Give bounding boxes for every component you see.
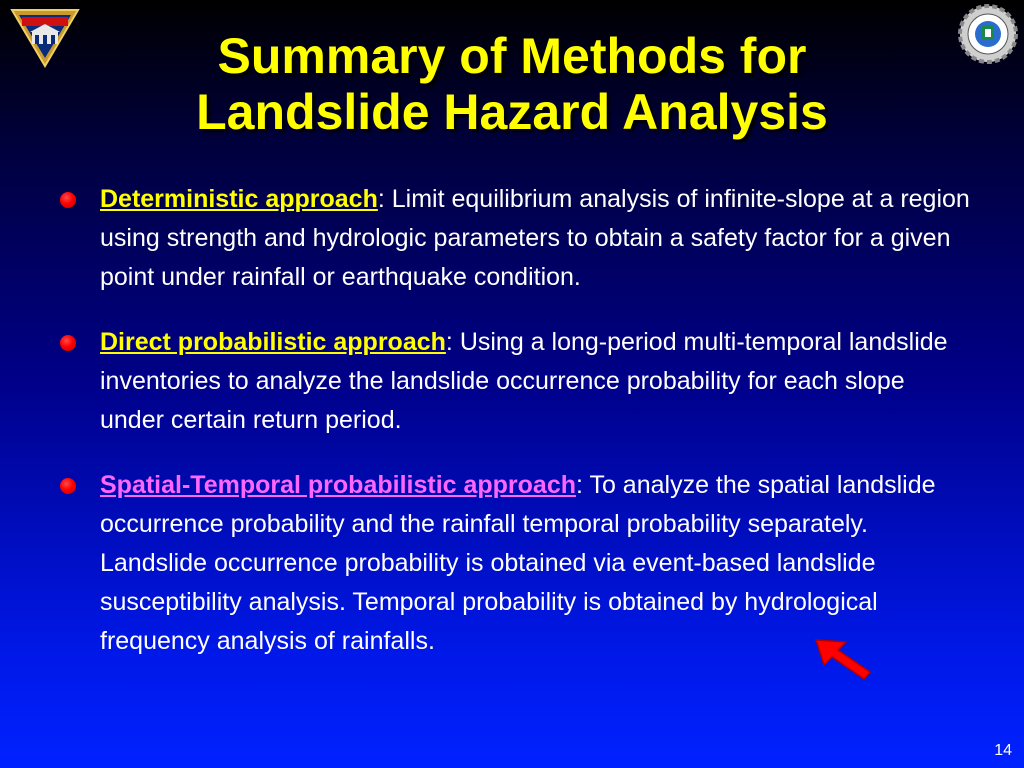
bullet-dot-icon	[60, 192, 76, 208]
highlight-arrow	[808, 632, 878, 682]
bullet-text	[100, 180, 970, 297]
title-line-1: Summary of Methods for	[217, 28, 807, 84]
page-number: 14	[994, 742, 1012, 759]
bullet-description: : To analyze the spatial landslide occurrence probability and the rainfall temporal probability separately. Landslide occurrence probability is obtained via event-based landslide susceptibility analysis. Temporal probability is obtained by hydrological frequency analysis of rainfalls.	[100, 471, 936, 655]
term-spatial-temporal-approach: Spatial-Temporal probabilistic approach	[100, 471, 577, 499]
arrow-up-left-icon	[808, 632, 878, 682]
term-direct-probabilistic-approach: Direct probabilistic approach	[100, 328, 446, 356]
bullet-dot-icon	[60, 335, 76, 351]
term-deterministic-approach: Deterministic approach	[100, 185, 378, 213]
bullet-description: : Using a long-period multi-temporal landslide inventories to analyze the landslide occurrence probability for each slope under certain return period.	[100, 328, 948, 434]
bullet-item-direct-probabilistic	[60, 323, 970, 440]
bullet-dot-icon	[60, 478, 76, 494]
bullet-description: : Limit equilibrium analysis of infinite-slope at a region using strength and hydrologic parameters to obtain a safety factor for a given point under rainfall or earthquake condition.	[100, 185, 970, 291]
bullet-text	[100, 323, 970, 440]
bullet-item-deterministic	[60, 180, 970, 297]
title-line-2: Landslide Hazard Analysis	[196, 84, 828, 140]
slide-title	[0, 28, 1024, 140]
bullet-list	[60, 180, 970, 687]
